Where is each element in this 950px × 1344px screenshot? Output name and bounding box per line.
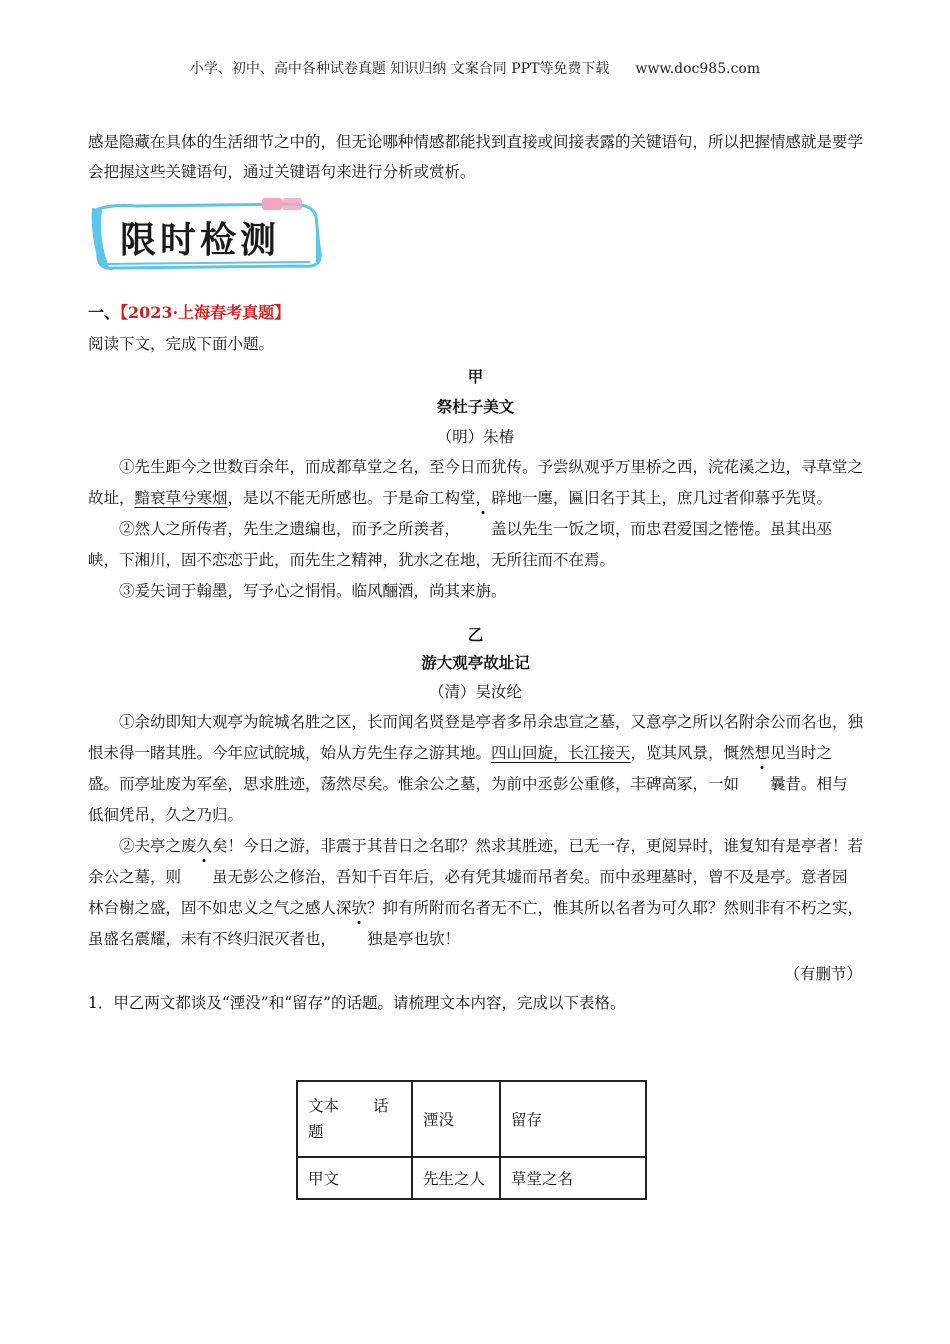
underlined-phrase: 黯衰草兮寒烟 <box>134 489 228 507</box>
question-instruction: 阅读下文，完成下面小题。 <box>88 335 275 353</box>
underlined-phrase: 四山回旋，长江接天 <box>491 744 631 762</box>
question-number: 一、 <box>88 303 121 322</box>
text-a <box>88 362 863 607</box>
dotted-char: 曩 <box>739 769 786 800</box>
text-b-paragraph-1: ①余幼即知大观亭为皖城名胜之区，长而闻名贤登是亭者多吊余忠宣之墓，又意亭之所以名附余公而名也，独恨未得一睹其胜。今年应试皖城，始从方先生存之游其地。四山回旋，长江接天，览其风景，慨然想见当时之盛。而亭址废为军垒，思求胜迹，荡然尽矣。惟余公之墓，为前中丞彭公重修，丰碑高冢，一如 曩昔。相与低徊凭吊，久之乃归。 <box>88 713 864 824</box>
text-b-title: 游大观亭故址记 <box>421 653 530 672</box>
text-a-author: （明）朱椿 <box>436 428 515 446</box>
table-header-preserved: 留存 <box>500 1081 646 1157</box>
dotted-char: 盖 <box>460 514 507 545</box>
table-header-text-topic: 文本 话 题 <box>297 1081 412 1157</box>
table-cell: 甲文 <box>297 1157 412 1199</box>
text-b-paragraph-2: ②夫亭之废久矣！今日之游，非震于其昔日之名耶？然求其胜迹，已无一存，更阅异时，谁复知有是亭者！若余公之墓，则 虽无彭公之修治，吾知千百年后，必有凭其墟而吊者矣。而中丞理墓时，曾不及是亭。意者园林台榭之盛，固不如忠义之气之感人深欤？抑有所附而名者无不亡，惟其所以名者为可久耶？然则非有不朽之实，虽盛名震耀，未有不终归泯灭者也， 独是亭也欤！ <box>88 831 863 955</box>
text-b <box>88 621 863 955</box>
answer-table <box>296 1080 647 1200</box>
intro-paragraph: 感是隐藏在具体的生活细节之中的，但无论哪种情感都能找到直接或间接表露的关键语句，所以把握情感就是要学会把握这些关键语句，通过关键语句来进行分析或赏析。 <box>88 133 864 181</box>
text-b-label: 乙 <box>467 625 484 644</box>
dotted-char: 虽 <box>181 862 228 893</box>
page-header <box>0 58 950 78</box>
text-b-author: （清）吴汝纶 <box>428 683 522 701</box>
dotted-char: 独 <box>336 924 383 955</box>
table-header-submerged: 湮没 <box>412 1081 500 1157</box>
question-1: 1．甲乙两文都谈及“湮没”和“留存”的话题。请梳理文本内容，完成以下表格。 <box>88 994 626 1012</box>
table-cell: 草堂之名 <box>500 1157 646 1199</box>
section-banner <box>90 196 322 272</box>
header-url[interactable]: www.doc985.com <box>635 61 761 77</box>
text-a-paragraph-2: ②然人之所传者，先生之遗编也，而予之所羡者， 盖以先生一饭之顷，而忠君爱国之惓惓。虽其出巫峡，下湘川，固不恋恋于此，而先生之精神，犹水之在地，无所往而不在焉。 <box>88 514 863 576</box>
banner-title: 限时检测 <box>120 220 281 261</box>
text-a-title: 祭杜子美文 <box>436 397 515 416</box>
text-a-paragraph-3: ③爰矢词于翰墨，写予心之悁悁。临风酾酒，尚其来旃。 <box>119 582 507 600</box>
abridged-note: （有删节） <box>784 965 862 983</box>
question-tag: 【2023·上海春考真题】 <box>120 303 291 322</box>
text-a-label: 甲 <box>467 367 484 386</box>
header-text: 小学、初中、高中各种试卷真题 知识归纳 文案合同 PPT等免费下载 <box>189 61 610 77</box>
table-cell: 先生之人 <box>412 1157 500 1199</box>
text-a-paragraph-1: ①先生距今之世数百余年，而成都草堂之名，至今日而犹传。予尝纵观乎万里桥之西，浣花溪之边，寻草堂之故址，黯衰草兮寒烟，是以不能无所感也。于是命工构堂，辟地一廛，匾旧名于其上，庶几过者仰慕乎先贤。 <box>88 458 864 507</box>
question-heading <box>88 300 290 323</box>
table-row <box>297 1157 646 1199</box>
